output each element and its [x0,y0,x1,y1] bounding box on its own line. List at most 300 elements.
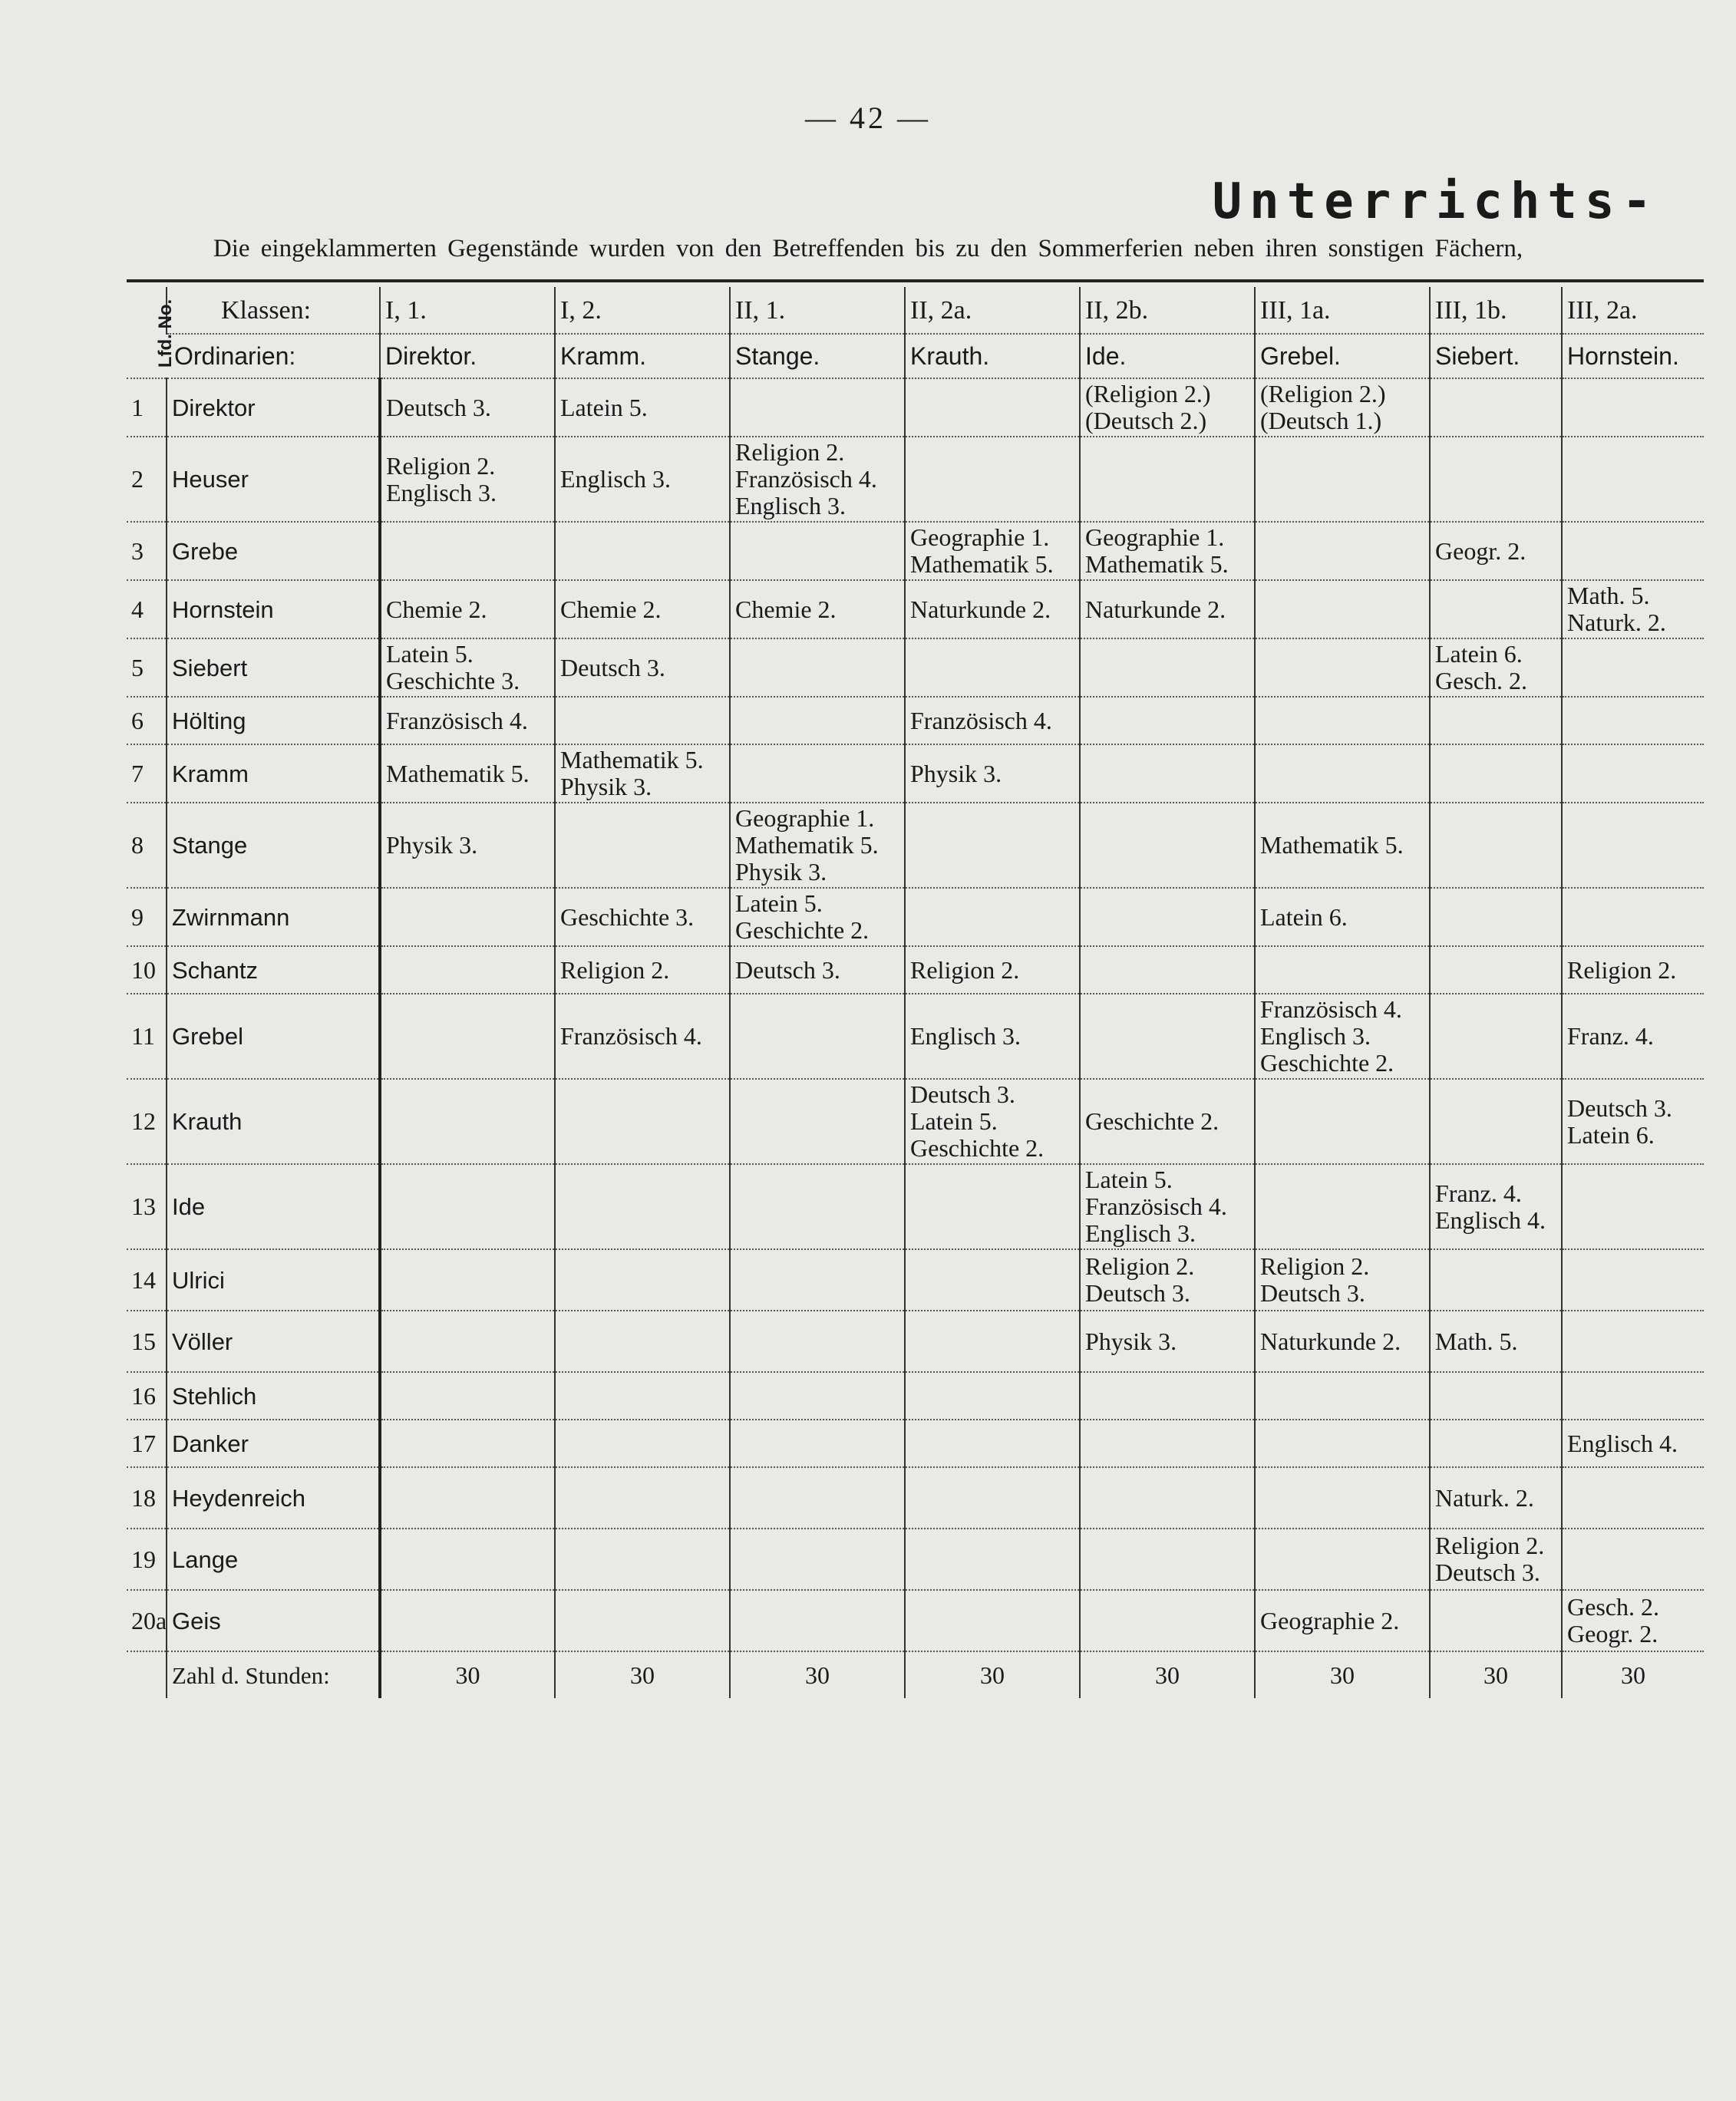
subject-entry: Französisch 4. [1260,995,1402,1023]
total-value: 30 [905,1651,1080,1698]
teacher-name: Lange [167,1529,380,1590]
subject-entry: Englisch 3. [910,1022,1021,1050]
subject-cell [1430,638,1562,697]
class-header: III, 2a. [1562,287,1704,334]
subject-cell [380,1529,555,1590]
subject-cell [1430,1590,1562,1651]
subject-cell [555,437,730,522]
subject-cell [555,1079,730,1164]
subject-cell [730,378,905,437]
teacher-name: Kramm [167,744,380,803]
teaching-schedule-table [127,287,1704,1698]
subject-entry: Englisch 3. [735,492,846,519]
subject-cell [1562,994,1704,1079]
subject-entry: Religion 2. [1085,1252,1195,1280]
row-number: 14 [127,1249,167,1311]
subject-entry: Englisch 3. [1085,1219,1196,1247]
subject-entry: Geschichte 3. [560,902,695,931]
teacher-row [127,744,1704,803]
row-number: 6 [127,697,167,744]
subject-cell [1430,1420,1562,1467]
subject-cell [380,888,555,946]
subject-cell [380,744,555,803]
subject-cell [380,378,555,437]
subject-cell [1562,437,1704,522]
total-index-cell [127,1651,167,1698]
subject-entry: Französisch 4. [735,465,877,493]
subject-entry: Deutsch 3. [560,653,665,681]
teacher-row [127,1164,1704,1249]
subject-cell [1080,803,1255,888]
subject-entry: Latein 5. [386,640,474,668]
subject-entry: Chemie 2. [560,595,662,623]
subject-cell [1080,522,1255,580]
class-header: II, 1. [730,287,905,334]
row-number: 15 [127,1311,167,1372]
subject-cell [380,697,555,744]
subject-cell [1562,1467,1704,1529]
subject-entry: (Religion 2.) [1260,380,1386,407]
subject-entry: Naturk. 2. [1567,609,1666,636]
subject-cell [380,946,555,994]
subject-cell [1080,994,1255,1079]
subject-entry: Naturkunde 2. [910,595,1051,623]
teacher-name: Grebe [167,522,380,580]
subject-entry: Mathematik 5. [560,746,704,773]
subject-cell [730,1164,905,1249]
teacher-row [127,994,1704,1079]
teacher-name: Heuser [167,437,380,522]
subject-entry: Geschichte 2. [910,1134,1045,1162]
subject-entry: Latein 6. [1435,640,1523,668]
subject-cell [555,1590,730,1651]
subject-cell [905,994,1080,1079]
subject-entry: Mathematik 5. [735,831,879,859]
teacher-name: Hornstein [167,580,380,638]
subject-entry: Physik 3. [910,759,1002,787]
teacher-name: Ulrici [167,1249,380,1311]
subject-entry: Mathematik 5. [910,550,1054,578]
header-row-classes [127,287,1704,334]
subject-entry: Mathematik 5. [1085,550,1229,578]
teacher-name: Heydenreich [167,1467,380,1529]
subject-cell [1562,638,1704,697]
subject-cell [380,1467,555,1529]
teacher-row [127,1529,1704,1590]
subject-cell [1255,1164,1430,1249]
ordinarius-header: Kramm. [555,334,730,378]
subject-cell [1430,1529,1562,1590]
subject-entry: Geogr. 2. [1567,1620,1658,1647]
subject-entry: Geschichte 3. [386,667,520,694]
subject-entry: Deutsch 3. [735,955,840,984]
subject-cell [380,437,555,522]
teacher-row [127,946,1704,994]
teacher-name: Danker [167,1420,380,1467]
subject-cell [380,1164,555,1249]
subject-entry: Latein 5. [735,889,823,917]
subject-cell [1430,803,1562,888]
subject-cell [380,994,555,1079]
subject-cell [555,946,730,994]
subject-cell [555,1529,730,1590]
subject-cell [555,522,730,580]
subject-entry: Englisch 3. [560,465,671,493]
subject-entry: Religion 2. [1435,1532,1545,1559]
subject-cell [1430,744,1562,803]
subject-cell [730,638,905,697]
subject-entry: Gesch. 2. [1435,667,1527,694]
subject-cell [905,437,1080,522]
subject-entry: Englisch 4. [1435,1206,1546,1234]
subject-entry: Englisch 3. [386,478,497,506]
subject-cell [1080,1311,1255,1372]
subject-cell [1080,1372,1255,1420]
subject-cell [730,888,905,946]
subject-cell [380,1420,555,1467]
subject-cell [380,638,555,697]
subject-cell [1080,1079,1255,1164]
subject-entry: Geographie 2. [1260,1606,1400,1634]
subject-entry: Französisch 4. [1085,1192,1227,1220]
subject-cell [730,580,905,638]
subject-cell [1562,1079,1704,1164]
row-number: 20a [127,1590,167,1651]
teacher-row [127,1249,1704,1311]
subject-cell [905,580,1080,638]
subject-entry: Geographie 1. [735,804,875,832]
subject-cell [1080,697,1255,744]
total-value: 30 [555,1651,730,1698]
subject-cell [555,638,730,697]
subject-cell [1080,638,1255,697]
subject-entry: Religion 2. [735,438,845,466]
class-header: II, 2b. [1080,287,1255,334]
subject-cell [730,994,905,1079]
total-row [127,1651,1704,1698]
subject-cell [1562,946,1704,994]
subject-cell [730,1467,905,1529]
row-number: 3 [127,522,167,580]
subject-cell [1562,522,1704,580]
subject-cell [1562,1311,1704,1372]
lfd-no-header [127,287,177,378]
subject-cell [1080,1529,1255,1590]
teacher-row [127,437,1704,522]
subject-cell [905,888,1080,946]
subject-entry: Latein 6. [1260,902,1348,931]
subject-entry: Englisch 4. [1567,1429,1678,1457]
header-row-ordinarien [127,334,1704,378]
subject-cell [730,1249,905,1311]
subject-cell [555,1467,730,1529]
teacher-row [127,1311,1704,1372]
subject-cell [1430,437,1562,522]
subject-cell [555,888,730,946]
subject-cell [555,1372,730,1420]
subject-entry: Latein 6. [1567,1120,1655,1149]
subject-cell [380,1590,555,1651]
subject-cell [555,580,730,638]
subject-cell [1255,888,1430,946]
subject-cell [905,1249,1080,1311]
row-number: 10 [127,946,167,994]
subject-cell [1562,1590,1704,1651]
subject-cell [380,1372,555,1420]
subject-entry: Deutsch 3. [910,1080,1015,1108]
row-number: 7 [127,744,167,803]
subject-entry: (Deutsch 1.) [1260,407,1382,434]
subject-cell [1430,378,1562,437]
teacher-name: Krauth [167,1079,380,1164]
row-number: 1 [127,378,167,437]
subject-cell [1562,1249,1704,1311]
subject-entry: (Religion 2.) [1085,380,1211,407]
subject-cell [905,697,1080,744]
subject-cell [905,1529,1080,1590]
subject-cell [1080,1420,1255,1467]
subject-cell [905,1372,1080,1420]
subject-cell [1562,697,1704,744]
subject-entry: Physik 3. [386,831,478,859]
ordinarien-label: Ordinarien: [167,334,380,378]
total-value: 30 [1080,1651,1255,1698]
subject-entry: Naturk. 2. [1435,1483,1534,1512]
subject-entry: Gesch. 2. [1567,1593,1659,1621]
teacher-name: Siebert [167,638,380,697]
row-number: 9 [127,888,167,946]
subject-cell [1080,378,1255,437]
subject-cell [555,697,730,744]
subject-entry: Latein 5. [1085,1166,1173,1193]
subject-entry: Geschichte 2. [1085,1107,1219,1135]
schedule-body [127,378,1704,1651]
subject-entry: Deutsch 3. [1435,1558,1540,1586]
total-value: 30 [1562,1651,1704,1698]
subject-entry: Religion 2. [1260,1252,1370,1280]
teacher-row [127,1590,1704,1651]
subject-cell [1255,1467,1430,1529]
total-value: 30 [730,1651,905,1698]
row-number: 5 [127,638,167,697]
subject-entry: (Deutsch 2.) [1085,407,1207,434]
subject-cell [1080,1590,1255,1651]
subject-cell [1430,580,1562,638]
row-number: 18 [127,1467,167,1529]
row-number: 4 [127,580,167,638]
subject-cell [1430,1467,1562,1529]
subject-cell [905,1311,1080,1372]
subject-entry: Naturkunde 2. [1260,1327,1401,1355]
subject-cell [730,697,905,744]
row-number: 11 [127,994,167,1079]
subject-cell [1255,522,1430,580]
subject-cell [1080,1249,1255,1311]
subject-cell [730,1079,905,1164]
subject-cell [555,1420,730,1467]
lfd-no-label: Lfd. No. [155,298,177,368]
total-value: 30 [1255,1651,1430,1698]
subject-cell [1255,697,1430,744]
subject-entry: Naturkunde 2. [1085,595,1226,623]
subject-cell [1430,1249,1562,1311]
subject-entry: Franz. 4. [1435,1179,1522,1207]
subject-cell [730,946,905,994]
teacher-row [127,1467,1704,1529]
subject-cell [1255,1079,1430,1164]
subject-cell [1430,522,1562,580]
subject-entry: Chemie 2. [735,595,837,623]
subject-cell [1562,744,1704,803]
class-header: III, 1a. [1255,287,1430,334]
subject-cell [1430,888,1562,946]
class-header: I, 2. [555,287,730,334]
subject-cell [1255,580,1430,638]
subject-cell [380,522,555,580]
subject-cell [380,580,555,638]
subject-cell [1255,638,1430,697]
subject-cell [1430,1372,1562,1420]
subject-entry: Französisch 4. [386,706,528,734]
subject-cell [1562,1420,1704,1467]
teacher-row [127,1420,1704,1467]
subject-cell [1255,946,1430,994]
subject-cell [1562,1372,1704,1420]
teacher-row [127,1372,1704,1420]
ordinarius-header: Siebert. [1430,334,1562,378]
subject-cell [905,946,1080,994]
teacher-name: Direktor [167,378,380,437]
subject-cell [555,1311,730,1372]
subject-cell [1080,580,1255,638]
subject-cell [555,378,730,437]
subject-cell [1255,1311,1430,1372]
subject-cell [1562,1529,1704,1590]
teacher-name: Schantz [167,946,380,994]
teacher-row [127,378,1704,437]
subject-entry: Geschichte 2. [735,916,870,944]
teacher-name: Stange [167,803,380,888]
subject-cell [1430,994,1562,1079]
subject-cell [1562,888,1704,946]
subject-cell [1080,946,1255,994]
subject-cell [1430,697,1562,744]
subject-cell [1080,744,1255,803]
subject-cell [905,803,1080,888]
subject-cell [730,1372,905,1420]
subject-cell [730,1420,905,1467]
subject-entry: Latein 5. [560,393,648,421]
subject-entry: Französisch 4. [560,1022,702,1050]
table-top-rule [127,279,1704,282]
subject-cell [555,994,730,1079]
subject-cell [730,1590,905,1651]
subject-cell [905,522,1080,580]
subject-cell [1562,803,1704,888]
total-value: 30 [1430,1651,1562,1698]
subject-entry: Mathematik 5. [386,759,530,787]
subject-cell [1430,1164,1562,1249]
subject-cell [555,744,730,803]
class-header: II, 2a. [905,287,1080,334]
row-number: 16 [127,1372,167,1420]
subject-cell [730,803,905,888]
subject-cell [380,1311,555,1372]
subject-cell [905,1420,1080,1467]
subject-cell [905,1590,1080,1651]
subject-cell [905,638,1080,697]
subject-cell [1255,437,1430,522]
subject-entry: Math. 5. [1435,1327,1518,1355]
page-heading: Unterrichts- [1212,173,1659,230]
subject-cell [1255,744,1430,803]
subject-entry: Mathematik 5. [1260,831,1404,859]
total-value: 30 [380,1651,555,1698]
subject-entry: Geographie 1. [910,523,1050,551]
subject-cell [730,744,905,803]
subject-entry: Deutsch 3. [1260,1279,1365,1307]
subject-cell [1255,1249,1430,1311]
subject-cell [555,1249,730,1311]
subject-cell [905,1079,1080,1164]
teacher-name: Grebel [167,994,380,1079]
subject-entry: Math. 5. [1567,582,1650,609]
subject-cell [1430,1079,1562,1164]
row-number: 12 [127,1079,167,1164]
teacher-row [127,580,1704,638]
subject-entry: Deutsch 3. [386,393,491,421]
teacher-name: Völler [167,1311,380,1372]
subject-cell [1080,888,1255,946]
class-header: III, 1b. [1430,287,1562,334]
subject-cell [905,744,1080,803]
klassen-label: Klassen: [167,287,380,334]
subject-cell [1562,378,1704,437]
subject-entry: Religion 2. [910,955,1020,984]
subject-cell [380,1249,555,1311]
ordinarius-header: Ide. [1080,334,1255,378]
class-header: I, 1. [380,287,555,334]
subject-cell [730,437,905,522]
teacher-row [127,638,1704,697]
teacher-row [127,1079,1704,1164]
teacher-name: Hölting [167,697,380,744]
subject-cell [1255,1529,1430,1590]
subject-cell [1562,1164,1704,1249]
row-number: 17 [127,1420,167,1467]
footnote-line: Die eingeklammerten Gegenstände wurden von den Betreffenden bis zu den Sommerferien neben ihren sonstigen Fächern, [213,235,1523,262]
subject-entry: Religion 2. [560,955,670,984]
teacher-name: Ide [167,1164,380,1249]
ordinarius-header: Direktor. [380,334,555,378]
subject-entry: Chemie 2. [386,595,487,623]
subject-entry: Geschichte 2. [1260,1049,1394,1077]
subject-cell [1080,1164,1255,1249]
subject-entry: Religion 2. [386,451,496,480]
subject-entry: Physik 3. [735,858,827,886]
subject-cell [730,1311,905,1372]
subject-cell [1255,994,1430,1079]
subject-cell [1255,1420,1430,1467]
teacher-name: Stehlich [167,1372,380,1420]
teacher-name: Zwirnmann [167,888,380,946]
subject-entry: Französisch 4. [910,706,1052,734]
subject-cell [1255,1590,1430,1651]
subject-entry: Deutsch 3. [1567,1093,1672,1122]
subject-cell [380,1079,555,1164]
subject-entry: Physik 3. [560,773,652,800]
subject-cell [730,522,905,580]
